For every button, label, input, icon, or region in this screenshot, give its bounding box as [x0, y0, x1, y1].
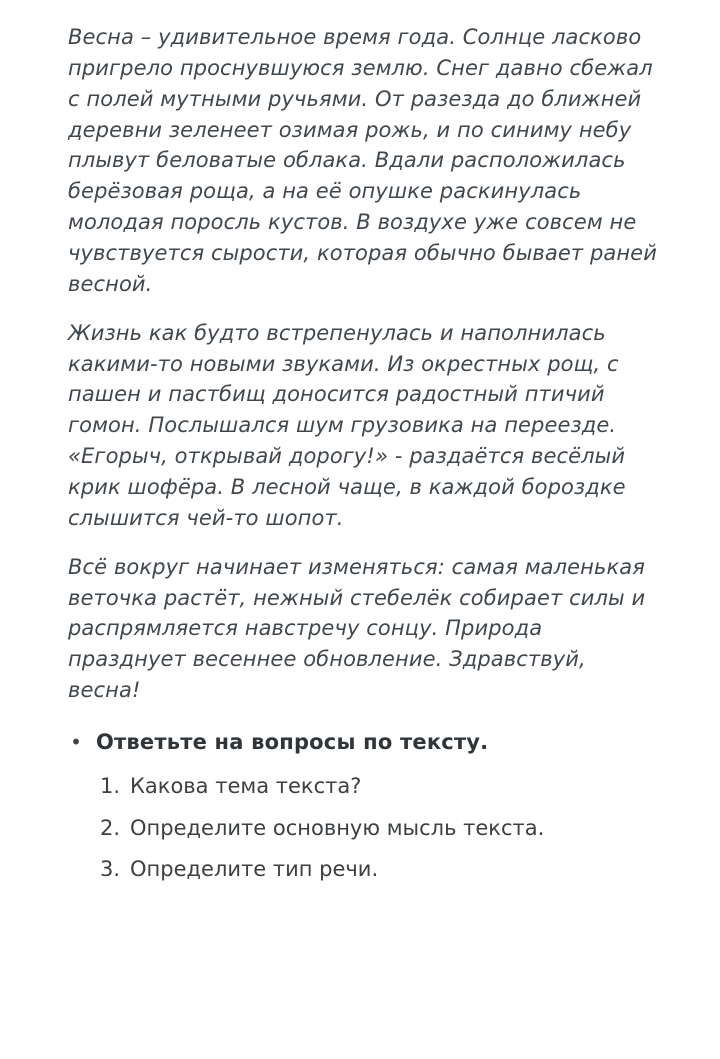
paragraph-2: Жизнь как будто встрепенулась и наполнилась какими-то новыми звуками. Из окрестных рощ, с пашен и пастбищ доносится радостный птичий гомон. Послышался шум грузовика на переезде. «Егорыч, открывай дорогу!» - раздаётся весёлый крик шофёра. В лесной чаще, в каждой бороздке слышится чей-то шопот. — [68, 320, 626, 530]
question-list — [68, 771, 660, 886]
task-block — [68, 728, 660, 886]
paragraph-3: Всё вокруг начинает изменяться: самая маленькая веточка растёт, нежный стебелёк собирает силы и распрямляется навстречу сонцу. Природа празднует весеннее обновление. Здравствуй, весна! — [68, 554, 646, 703]
bullet-icon: • — [70, 730, 82, 755]
task-heading-row — [70, 728, 660, 757]
question-number: 2. — [99, 815, 120, 840]
question-text: Какова тема текста? — [130, 774, 362, 799]
list-item — [68, 771, 660, 803]
question-number: 3. — [99, 857, 120, 882]
question-text: Определите основную мысль текста. — [130, 815, 545, 840]
question-text: Определите тип речи. — [130, 857, 379, 882]
question-number: 1. — [99, 774, 120, 799]
paragraph-1: Весна – удивительное время года. Солнце ласково пригрело проснувшуюся землю. Снег давно сбежал с полей мутными ручьями. От разезда до ближней деревни зеленеет озимая рожь, и по синиму небу плывут беловатые облака. Вдали расположилась берёзовая роща, а на её опушке раскинулась молодая поросль кустов. В воздухе уже совсем не чувствуется сырости, которая обычно бывает раней весной. — [68, 25, 657, 296]
task-title: Ответьте на вопросы по тексту. — [96, 730, 489, 755]
list-item — [68, 813, 660, 845]
list-item — [68, 854, 660, 886]
